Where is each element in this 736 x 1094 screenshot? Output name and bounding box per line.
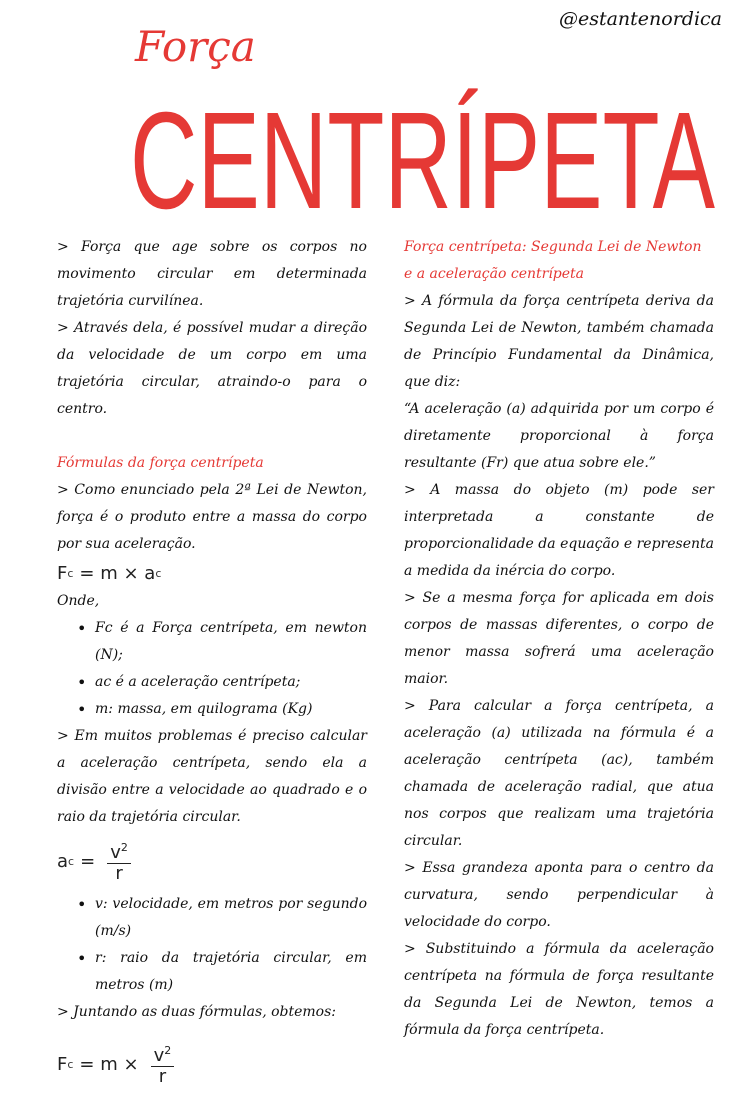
list-item: • m: massa, em quilograma (Kg) [77,696,367,723]
title-big-wrapper [130,58,720,238]
variables-list [77,891,367,999]
title-small: Força [135,22,256,71]
onde-label: Onde, [57,593,100,609]
right-paragraph-2: “A aceleração (a) adquirida por um corpo é diretamente proporcional à força resultante (Fr) que atua sobre ele.” [404,401,714,471]
title-big: CENTRÍPETA [130,84,715,238]
joining-paragraph: > Juntando as duas fórmulas, obtemos: [57,1004,337,1020]
formulas-heading: Fórmulas da força centrípeta [57,455,264,471]
list-item: • r: raio da trajetória circular, em metros (m) [77,945,367,999]
right-paragraph-1: > A fórmula da força centrípeta deriva da Segunda Lei de Newton, também chamada de Princípio Fundamental da Dinâmica, que diz: [404,293,714,390]
list-item: • v: velocidade, em metros por segundo (m/s) [77,891,367,945]
right-paragraph-3: > A massa do objeto (m) pode ser interpretada a constante de proporcionalidade da equação e representa a medida da inércia do corpo. [404,482,714,579]
intro-paragraph-1: > Força que age sobre os corpos no movimento circular em determinada trajetória curvilínea. [57,239,367,309]
formulas-intro: > Como enunciado pela 2ª Lei de Newton, força é o produto entre a massa do corpo por sua aceleração. [57,482,367,552]
list-item: • ac é a aceleração centrípeta; [77,669,367,696]
intro-paragraph-2: > Através dela, é possível mudar a direção da velocidade de um corpo em uma trajetória circular, atraindo-o para o centro. [57,320,367,417]
formula-centripetal-force: F c = m × $\frac{v^2}{r}$ [57,1034,367,1094]
left-column [57,234,367,1094]
acceleration-paragraph: > Em muitos problemas é preciso calcular a aceleração centrípeta, sendo ela a divisão entre a velocidade ao quadrado e o raio da trajetória circular. [57,728,367,825]
list-item: • Fc é a Força centrípeta, em newton (N); [77,615,367,669]
right-paragraph-6: > Essa grandeza aponta para o centro da curvatura, sendo perpendicular à velocidade do corpo. [404,860,714,930]
right-paragraph-5: > Para calcular a força centrípeta, a aceleração (a) utilizada na fórmula é a aceleração centrípeta (ac), também chamada de aceleração radial, que atua nos corpos que realizam uma trajetória circular. [404,698,714,849]
right-paragraph-7: > Substituindo a fórmula da aceleração centrípeta na fórmula de força resultante da Segunda Lei de Newton, temos a fórmula da força centrípeta. [404,941,714,1038]
where-list [77,615,367,723]
author-handle: @estantenordica [558,8,722,30]
newton-heading: Força centrípeta: Segunda Lei de Newton e a aceleração centrípeta [404,239,702,282]
formula-acceleration: a c = $\frac{v^2}{r}$ [57,831,367,891]
formula-force: F c = m × a c [57,562,162,584]
right-paragraph-4: > Se a mesma força for aplicada em dois corpos de massas diferentes, o corpo de menor massa sofrerá uma aceleração maior. [404,590,714,687]
right-column [404,234,714,1044]
